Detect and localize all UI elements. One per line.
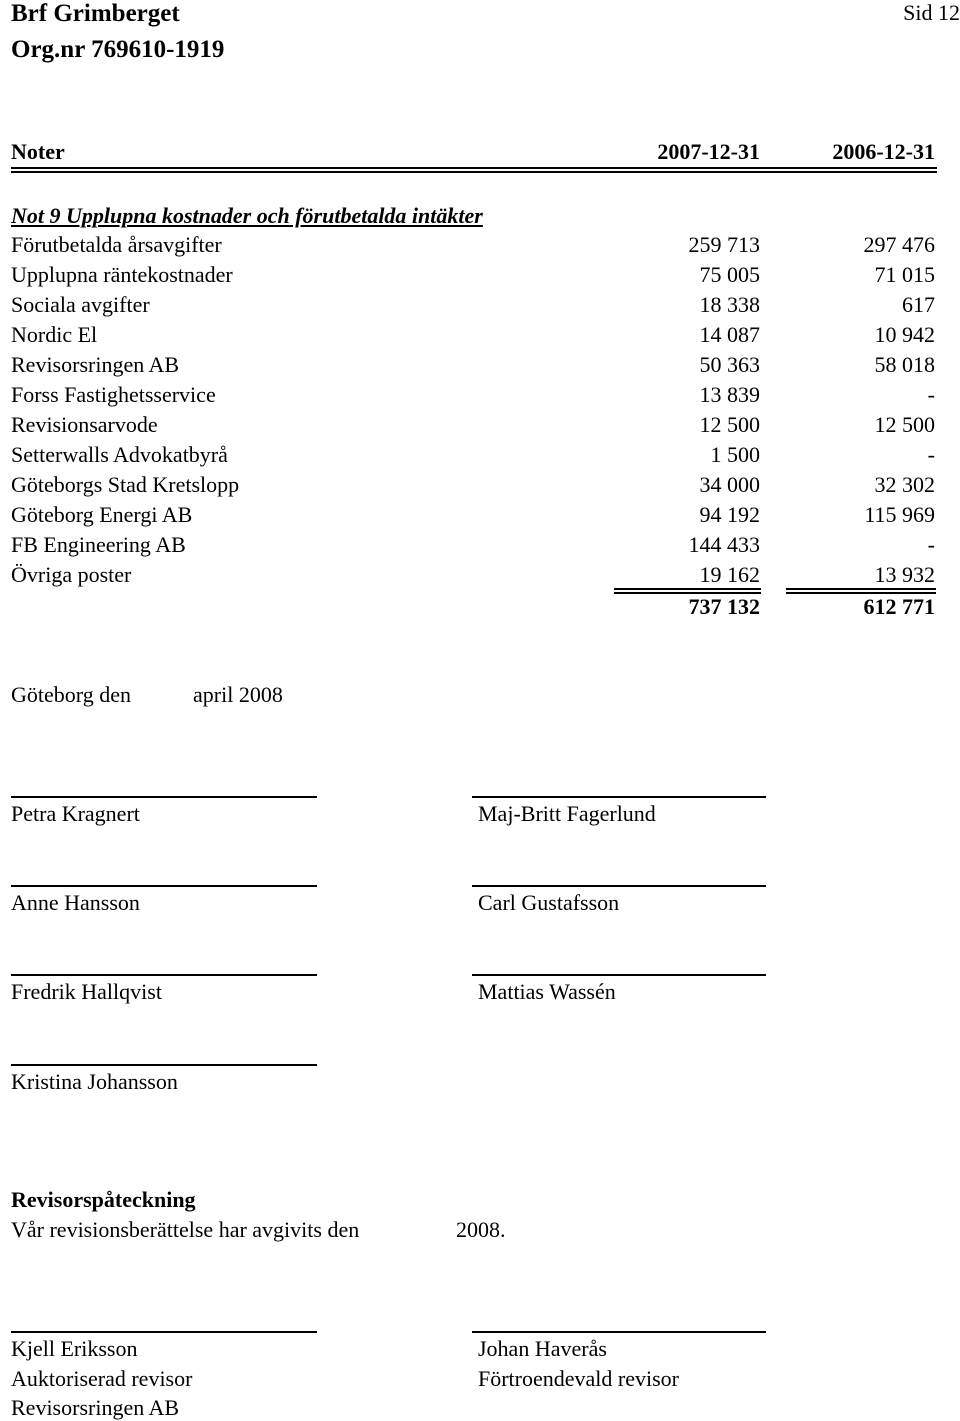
auditor-year: 2008. xyxy=(456,1217,506,1242)
row-value-2006: - xyxy=(927,532,935,557)
notes-label: Noter xyxy=(11,139,65,164)
row-value-2007: 34 000 xyxy=(699,472,760,497)
place-label: Göteborg den xyxy=(11,682,131,707)
page-number: Sid 12 xyxy=(903,0,960,25)
auditor-title: Auktoriserad revisor xyxy=(11,1366,193,1391)
signature-line xyxy=(472,1331,766,1333)
row-value-2006: 10 942 xyxy=(874,322,935,347)
row-value-2007: 18 338 xyxy=(699,292,760,317)
signature-line xyxy=(11,974,317,976)
signature-line xyxy=(11,796,317,798)
sum-rule-2007-top xyxy=(614,588,761,590)
auditor-org: Revisorsringen AB xyxy=(11,1395,180,1420)
row-label: Forss Fastighetsservice xyxy=(11,382,216,407)
row-value-2007: 1 500 xyxy=(710,442,760,467)
row-value-2006: - xyxy=(927,442,935,467)
header-rule-bottom xyxy=(11,171,937,173)
signature-line xyxy=(11,885,317,887)
org-number: Org.nr 769610-1919 xyxy=(11,36,225,63)
row-label: FB Engineering AB xyxy=(11,532,186,557)
row-value-2007: 50 363 xyxy=(699,352,760,377)
col-header-2006: 2006-12-31 xyxy=(832,139,935,164)
row-value-2007: 75 005 xyxy=(699,262,760,287)
row-value-2007: 12 500 xyxy=(699,412,760,437)
signature-line xyxy=(472,885,766,887)
row-label: Upplupna räntekostnader xyxy=(11,262,233,287)
row-value-2006: 115 969 xyxy=(864,502,935,527)
row-value-2007: 94 192 xyxy=(699,502,760,527)
signer-name: Kristina Johansson xyxy=(11,1069,178,1094)
signature-line xyxy=(11,1331,317,1333)
row-value-2007: 13 839 xyxy=(699,382,760,407)
row-value-2006: 297 476 xyxy=(863,232,935,257)
row-label: Revisorsringen AB xyxy=(11,352,180,377)
row-label: Nordic El xyxy=(11,322,98,347)
signer-name: Mattias Wassén xyxy=(478,979,616,1004)
total-2006: 612 771 xyxy=(863,594,935,619)
row-value-2006: - xyxy=(927,382,935,407)
date-label: april 2008 xyxy=(193,682,283,707)
row-value-2006: 13 932 xyxy=(874,562,935,587)
row-value-2007: 14 087 xyxy=(699,322,760,347)
row-value-2007: 259 713 xyxy=(688,232,760,257)
signer-name: Carl Gustafsson xyxy=(478,890,620,915)
company-name: Brf Grimberget xyxy=(11,0,180,27)
row-value-2007: 19 162 xyxy=(699,562,760,587)
row-value-2007: 144 433 xyxy=(688,532,760,557)
row-label: Setterwalls Advokatbyrå xyxy=(11,442,228,467)
row-label: Göteborgs Stad Kretslopp xyxy=(11,472,240,497)
auditor-name: Kjell Eriksson xyxy=(11,1336,138,1361)
signature-line xyxy=(11,1064,317,1066)
signer-name: Petra Kragnert xyxy=(11,801,140,826)
sum-rule-2006-top xyxy=(786,588,936,590)
row-value-2006: 12 500 xyxy=(874,412,935,437)
total-2007: 737 132 xyxy=(688,594,760,619)
col-header-2007: 2007-12-31 xyxy=(657,139,760,164)
auditor-statement: Vår revisionsberättelse har avgivits den xyxy=(11,1217,360,1242)
row-label: Göteborg Energi AB xyxy=(11,502,193,527)
row-value-2006: 71 015 xyxy=(874,262,935,287)
signature-line xyxy=(472,796,766,798)
row-label: Förutbetalda årsavgifter xyxy=(11,232,222,257)
auditor-name: Johan Haverås xyxy=(478,1336,607,1361)
auditor-heading: Revisorspåteckning xyxy=(11,1187,196,1212)
row-value-2006: 32 302 xyxy=(874,472,935,497)
row-label: Sociala avgifter xyxy=(11,292,150,317)
auditor-title: Förtroendevald revisor xyxy=(478,1366,679,1391)
row-value-2006: 58 018 xyxy=(874,352,935,377)
row-label: Revisionsarvode xyxy=(11,412,158,437)
row-value-2006: 617 xyxy=(902,292,935,317)
note-title: Not 9 Upplupna kostnader och förutbetalda intäkter xyxy=(11,203,483,228)
signer-name: Anne Hansson xyxy=(11,890,140,915)
header-rule-top xyxy=(11,167,937,169)
signature-line xyxy=(472,974,766,976)
signer-name: Maj-Britt Fagerlund xyxy=(478,801,656,826)
signer-name: Fredrik Hallqvist xyxy=(11,979,162,1004)
row-label: Övriga poster xyxy=(11,562,132,587)
